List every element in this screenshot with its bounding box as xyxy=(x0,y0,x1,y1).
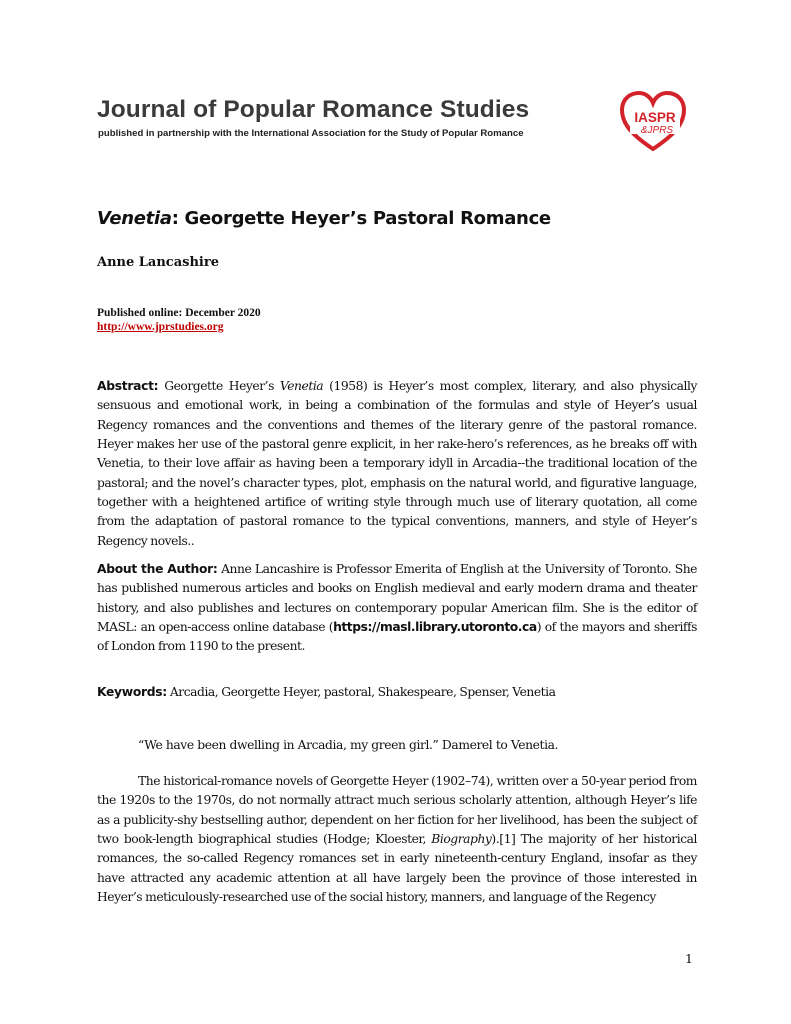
article-title xyxy=(97,208,551,229)
journal-title: Journal of Popular Romance Studies xyxy=(97,96,530,123)
body-text-1: The historical-romance novels of Georgette Heyer (1902–74), written over a 50-year period from the 1920s to the 1970s, do not normally attract much serious scholarly attention, although Heyer’s life as a publicity-shy bestselling author, dependent on her fiction for her livelihood, has been the subject of two book-length biographical studies (Hodge; Kloester, xyxy=(97,774,697,847)
about-label: About the Author: xyxy=(97,562,218,576)
abstract xyxy=(97,377,697,551)
keywords-text: Arcadia, Georgette Heyer, pastoral, Shakespeare, Spenser, Venetia xyxy=(166,685,556,699)
journal-header xyxy=(97,96,697,176)
masl-link[interactable]: https://masl.library.utoronto.ca xyxy=(333,620,537,635)
author-name: Anne Lancashire xyxy=(97,255,219,270)
article-title-rest: : Georgette Heyer’s Pastoral Romance xyxy=(171,208,551,229)
page-number: 1 xyxy=(685,951,693,966)
logo-text-iaspr: IASPR xyxy=(634,110,676,125)
heart-logo-icon xyxy=(620,91,686,153)
about-author xyxy=(97,560,697,657)
publication-info xyxy=(97,306,261,334)
keywords xyxy=(97,683,697,702)
journal-link[interactable]: http://www.jprstudies.org xyxy=(97,321,224,333)
abstract-text-2: (1958) is Heyer’s most complex, literary, and also physically sensuous and emotional work, in being a combination of the formulas and style of Heyer’s usual Regency romances and the conventions and themes of the literary genre of the pastoral romance. Heyer makes her use of the pastoral genre explicit, in her rake-hero’s references, as he breaks off with Venetia, to their love affair as having been a temporary idyll in Arcadia--the traditional location of the pastoral; and the novel’s character types, plot, emphasis on the natural world, and figurative language, together with a heightened artifice of writing style through much use of literary quotation, all come from the adaptation of pastoral romance to the typical conventions, manners, and style of Heyer’s Regency novels.. xyxy=(97,379,697,548)
about-text-2: ) of the mayors and sheriffs of London from 1190 to the present. xyxy=(97,620,697,654)
epigraph: “We have been dwelling in Arcadia, my green girl.” Damerel to Venetia. xyxy=(138,738,559,752)
journal-subtitle: published in partnership with the International Association for the Study of Popular Romance xyxy=(98,128,524,139)
iaspr-logo xyxy=(620,91,686,153)
body-paragraph xyxy=(97,772,697,907)
logo-text-jprs: &JPRS xyxy=(640,125,674,136)
article-title-italic: Venetia xyxy=(97,208,172,229)
abstract-italic: Venetia xyxy=(279,379,324,393)
about-text-1: Anne Lancashire is Professor Emerita of English at the University of Toronto. She has published numerous articles and books on English medieval and early modern drama and theater history, and also publishes and lectures on contemporary popular American film. She is the editor of MASL: an open-access online database ( xyxy=(97,562,698,635)
abstract-text-1: Georgette Heyer’s xyxy=(158,379,280,393)
abstract-label: Abstract: xyxy=(97,379,159,393)
body-italic: Biography xyxy=(431,832,492,847)
published-date: Published online: December 2020 xyxy=(97,307,261,319)
body-text-2: ).[1] The majority of her historical romances, the so-called Regency romances set in early nineteenth-century England, insofar as they have attracted any academic attention at all have largely been the province of those interested in Heyer’s meticulously-researched use of the social history, manners, and language of the Regency xyxy=(97,832,698,905)
keywords-label: Keywords: xyxy=(97,685,167,699)
